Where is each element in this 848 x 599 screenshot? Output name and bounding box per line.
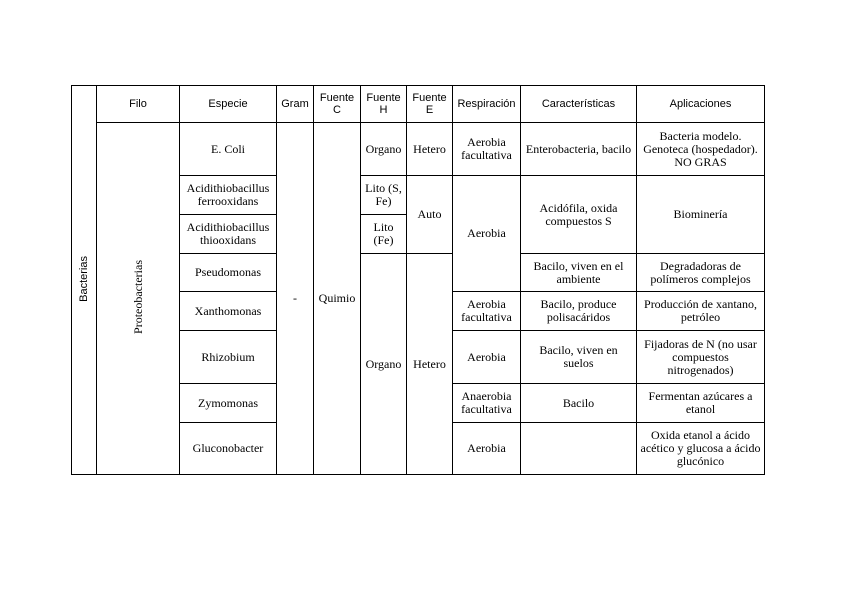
caracteristicas-xanthomonas: Bacilo, produce polisacáridos (521, 292, 637, 331)
respiracion-gluconobacter: Aerobia (453, 423, 521, 475)
header-fuente-h: Fuente H (361, 86, 407, 123)
especie-thiooxidans: Acidithiobacillus thiooxidans (180, 215, 277, 254)
respiracion-xanthomonas: Aerobia facultativa (453, 292, 521, 331)
header-aplicaciones: Aplicaciones (637, 86, 765, 123)
aplicaciones-zymomonas: Fermentan azúcares a etanol (637, 384, 765, 423)
aplicaciones-ecoli: Bacteria modelo. Genoteca (hospedador). NO GRAS (637, 123, 765, 176)
aplicaciones-rhizobium: Fijadoras de N (no usar compuestos nitrogenados) (637, 331, 765, 384)
domain-label: Bacterias (77, 255, 90, 302)
filo-label: Proteobacterias (130, 260, 145, 334)
fuente-h-ferrooxidans: Lito (S, Fe) (361, 176, 407, 215)
aplicaciones-acidithiobacillus: Biominería (637, 176, 765, 254)
domain-cell (72, 86, 97, 475)
caracteristicas-gluconobacter (521, 423, 637, 475)
bacteria-table-wrapper (71, 85, 765, 475)
caracteristicas-pseudomonas: Bacilo, viven en el ambiente (521, 254, 637, 292)
header-caracteristicas: Características (521, 86, 637, 123)
especie-xanthomonas: Xanthomonas (180, 292, 277, 331)
header-gram: Gram (277, 86, 314, 123)
fuente-e-hetero-shared: Hetero (407, 254, 453, 475)
especie-rhizobium: Rhizobium (180, 331, 277, 384)
caracteristicas-ecoli: Enterobacteria, bacilo (521, 123, 637, 176)
gram-cell: - (277, 123, 314, 475)
especie-zymomonas: Zymomonas (180, 384, 277, 423)
especie-ecoli: E. Coli (180, 123, 277, 176)
bacteria-table (71, 85, 765, 475)
filo-cell (97, 123, 180, 475)
header-row (72, 86, 765, 123)
header-fuente-e: Fuente E (407, 86, 453, 123)
aplicaciones-pseudomonas: Degradadoras de polímeros complejos (637, 254, 765, 292)
respiracion-ecoli: Aerobia facultativa (453, 123, 521, 176)
fuente-h-organo-shared: Organo (361, 254, 407, 475)
respiracion-aerobia-shared: Aerobia (453, 176, 521, 292)
fuente-h-ecoli: Organo (361, 123, 407, 176)
fuente-c-cell: Quimio (314, 123, 361, 475)
fuente-h-thiooxidans: Lito (Fe) (361, 215, 407, 254)
respiracion-zymomonas: Anaerobia facultativa (453, 384, 521, 423)
header-respiracion: Respiración (453, 86, 521, 123)
header-fuente-c: Fuente C (314, 86, 361, 123)
especie-pseudomonas: Pseudomonas (180, 254, 277, 292)
caracteristicas-acidithiobacillus: Acidófila, oxida compuestos S (521, 176, 637, 254)
table-row (72, 123, 765, 176)
fuente-e-ecoli: Hetero (407, 123, 453, 176)
aplicaciones-gluconobacter: Oxida etanol a ácido acético y glucosa a ácido glucónico (637, 423, 765, 475)
header-filo: Filo (97, 86, 180, 123)
caracteristicas-zymomonas: Bacilo (521, 384, 637, 423)
caracteristicas-rhizobium: Bacilo, viven en suelos (521, 331, 637, 384)
fuente-e-acidithiobacillus: Auto (407, 176, 453, 254)
especie-gluconobacter: Gluconobacter (180, 423, 277, 475)
aplicaciones-xanthomonas: Producción de xantano, petróleo (637, 292, 765, 331)
header-especie: Especie (180, 86, 277, 123)
especie-ferrooxidans: Acidithiobacillus ferrooxidans (180, 176, 277, 215)
respiracion-rhizobium: Aerobia (453, 331, 521, 384)
